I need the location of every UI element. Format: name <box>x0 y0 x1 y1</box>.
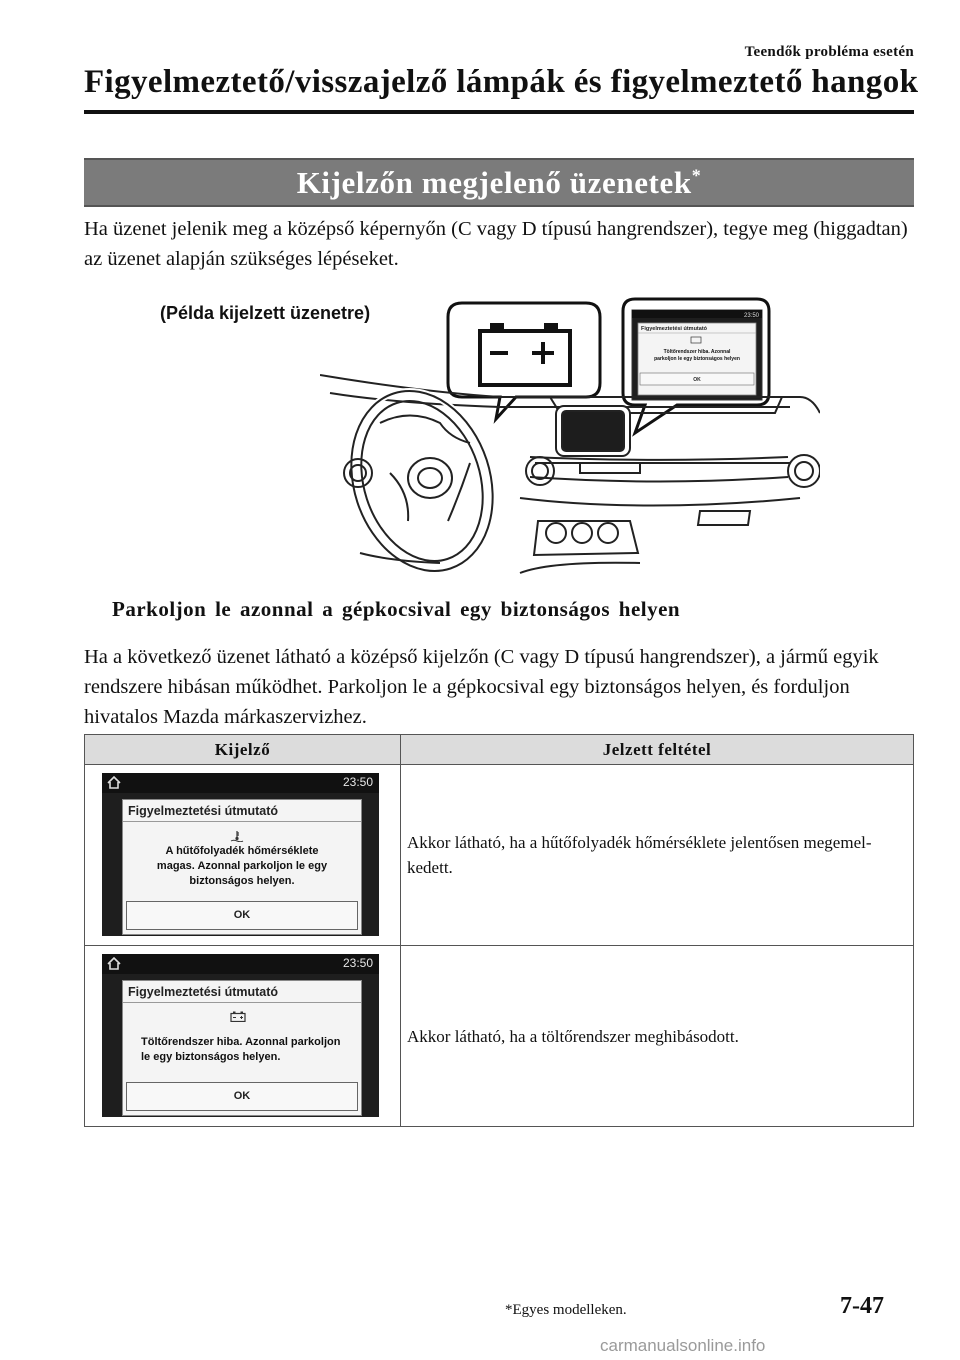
title-divider <box>84 110 914 114</box>
warning-dialog <box>122 980 362 1116</box>
chapter-title: Teendők probléma esetén <box>744 44 914 60</box>
mini-message-2: parkoljon le egy biztonságos helyen <box>654 356 740 362</box>
screen-status-bar <box>102 773 379 793</box>
message-line: biztonságos helyen. <box>189 875 295 887</box>
battery-icon <box>480 323 570 385</box>
column-header-display: Kijelző <box>85 735 401 765</box>
condition-cell: Akkor látható, ha a hűtőfolyadék hőmérséklete jelentősen megemelkedett. <box>401 765 914 946</box>
dialog-message <box>129 844 355 889</box>
home-icon <box>107 957 121 970</box>
dialog-divider <box>123 1002 361 1003</box>
dialog-divider <box>123 821 361 822</box>
dialog-message <box>141 1035 355 1065</box>
warning-screen <box>102 954 379 1117</box>
mini-message-1: Töltőrendszer hiba. Azonnal <box>663 349 731 355</box>
dashboard-illustration <box>320 293 820 583</box>
message-line: magas. Azonnal parkoljon le egy <box>156 860 328 872</box>
screen-clock: 23:50 <box>342 775 373 789</box>
ok-button[interactable]: OK <box>126 1082 358 1111</box>
page-number: 7-47 <box>840 1293 884 1319</box>
footnote: *Egyes modelleken. <box>505 1302 627 1318</box>
dialog-title: Figyelmeztetési útmutató <box>128 804 279 818</box>
display-cell <box>85 946 401 1127</box>
column-header-condition: Jelzett feltétel <box>401 735 914 765</box>
table-row <box>85 946 914 1127</box>
footnote-mark: * <box>691 165 702 186</box>
subheading: Parkoljon le azonnal a gépkocsival egy biztonságos helyen <box>112 597 681 621</box>
message-line: le egy biztonságos helyen. <box>141 1051 281 1063</box>
section-title: Kijelzőn megjelenő üzenetek <box>296 165 692 200</box>
mini-ok: OK <box>693 377 701 383</box>
display-cell <box>85 765 401 946</box>
mini-clock: 23:50 <box>744 313 760 319</box>
message-line: Töltőrendszer hiba. Azonnal parkoljon <box>141 1036 341 1048</box>
warning-paragraph: Ha a következő üzenet látható a középső kijelzőn (C vagy D típusú hangrendszer), a jármű egyik rendszere hibásan működhet. Parkoljon le a gépkocsival egy biztonságos helyen, és forduljon hivatalos Mazda márkaszervizhez. <box>84 646 879 728</box>
table-row <box>85 765 914 946</box>
message-table <box>84 734 914 1127</box>
condition-cell: Akkor látható, ha a töltőrendszer meghibásodott. <box>401 946 914 1127</box>
illustration-label: (Példa kijelzett üzenetre) <box>160 303 371 323</box>
table-header-row <box>85 735 914 765</box>
watermark: carmanualsonline.info <box>600 1336 766 1355</box>
coolant-temperature-icon <box>230 830 244 842</box>
section-header <box>84 158 914 207</box>
home-icon <box>107 776 121 789</box>
page-title: Figyelmeztető/visszajelző lámpák és figyelmeztető hangok <box>84 64 919 100</box>
battery-callout <box>448 303 600 419</box>
intro-paragraph: Ha üzenet jelenik meg a középső képernyőn (C vagy D típusú hangrendszer), tegye meg (higgadtan) az üzenet alapján szükséges lépéseket. <box>84 218 908 270</box>
warning-dialog <box>122 799 362 935</box>
warning-screen <box>102 773 379 936</box>
ok-button[interactable]: OK <box>126 901 358 930</box>
screen-clock: 23:50 <box>342 956 373 970</box>
battery-icon <box>230 1011 246 1022</box>
message-line: A hűtőfolyadék hőmérséklete <box>165 845 319 857</box>
screen-status-bar <box>102 954 379 974</box>
dialog-title: Figyelmeztetési útmutató <box>128 985 279 999</box>
mini-dialog-title: Figyelmeztetési útmutató <box>641 326 708 332</box>
